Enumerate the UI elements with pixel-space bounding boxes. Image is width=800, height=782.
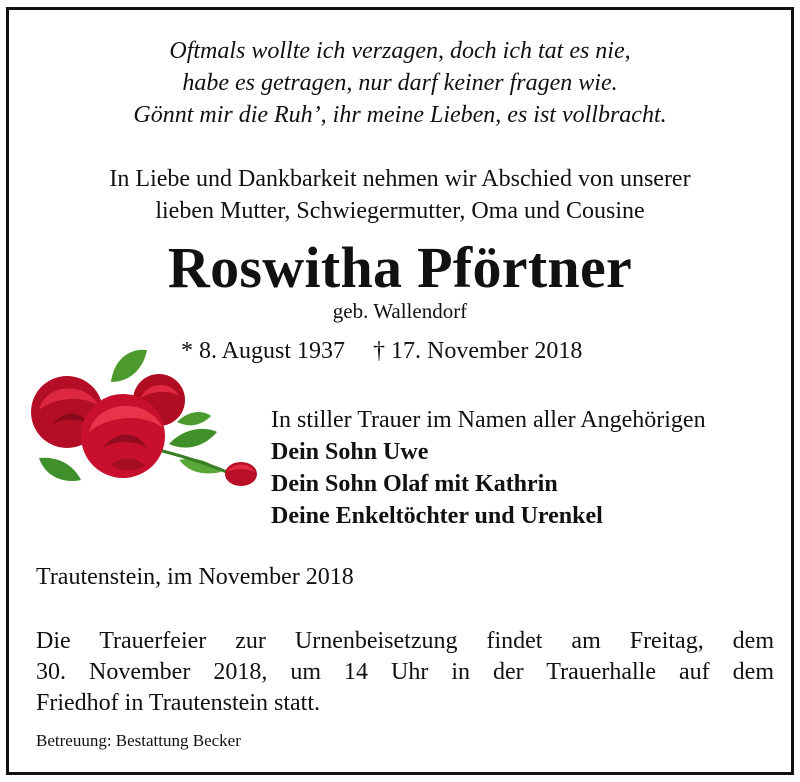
notice-line: Die Trauerfeier zur Urnenbeisetzung findet am Freitag, dem xyxy=(36,628,774,654)
notice-line: Friedhof in Trautenstein statt. xyxy=(36,690,320,716)
roses-image xyxy=(19,340,259,490)
poem xyxy=(9,35,791,131)
place-date: Trautenstein, im November 2018 xyxy=(36,564,354,590)
intro-line: lieben Mutter, Schwiegermutter, Oma und Cousine xyxy=(155,198,645,224)
mourners-block xyxy=(271,404,706,532)
obituary-frame xyxy=(6,7,794,775)
poem-line: Gönnt mir die Ruh’, ihr meine Lieben, es ist vollbracht. xyxy=(133,102,667,128)
death-date: † 17. November 2018 xyxy=(373,338,583,364)
intro-line: In Liebe und Dankbarkeit nehmen wir Abschied von unserer xyxy=(109,166,691,192)
mourner-name: Dein Sohn Olaf mit Kathrin xyxy=(271,471,558,497)
leaf-shape xyxy=(111,350,147,382)
leaf-shape xyxy=(39,458,81,481)
notice-line: 30. November 2018, um 14 Uhr in der Trauerhalle auf dem xyxy=(36,659,774,685)
mourners-intro: In stiller Trauer im Namen aller Angehörigen xyxy=(271,407,706,433)
birth-date: * 8. August 1937 xyxy=(181,338,346,364)
service-notice xyxy=(36,626,774,719)
maiden-name: geb. Wallendorf xyxy=(332,299,468,323)
mourner-name: Deine Enkeltöchter und Urenkel xyxy=(271,503,603,529)
poem-line: Oftmals wollte ich verzagen, doch ich tat es nie, xyxy=(169,38,631,64)
funeral-home-credit: Betreuung: Bestattung Becker xyxy=(36,731,241,750)
mourner-name: Dein Sohn Uwe xyxy=(271,439,429,465)
leaf-shape xyxy=(169,429,217,448)
poem-line: habe es getragen, nur darf keiner fragen wie. xyxy=(182,70,618,96)
farewell-intro xyxy=(9,163,791,227)
leaf-shape xyxy=(177,412,211,425)
deceased-name: Roswitha Pförtner xyxy=(167,235,633,300)
